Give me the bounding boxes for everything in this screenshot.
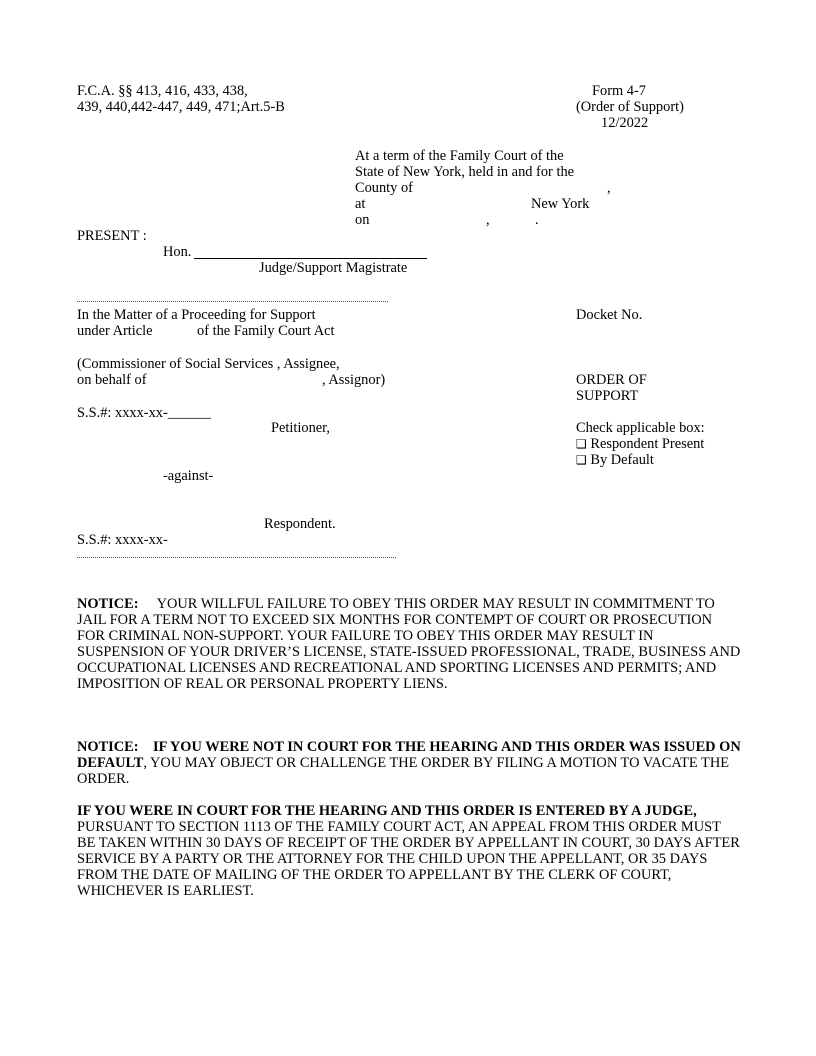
- statute-citation-line2: 439, 440,442-447, 449, 471;Art.5-B: [77, 99, 285, 115]
- court-term-line2: State of New York, held in and for the: [355, 164, 575, 180]
- on-label: on: [355, 212, 370, 228]
- matter-line1: In the Matter of a Proceeding for Support: [77, 307, 316, 323]
- notice-appeal-text: PURSUANT TO SECTION 1113 OF THE FAMILY COURT ACT, AN APPEAL FROM THIS ORDER MUST BE TAKEN WITHIN 30 DAYS OF RECEIPT OF THE ORDER BY APPELLANT IN COURT, 30 DAYS AFTER SERVICE BY A PARTY OR THE ATTORNEY FOR THE CHILD UPON THE APPELLANT, OR 35 DAYS FROM THE DATE OF MAILING OF THE ORDER TO APPELLANT BY THE CLERK OF COURT, WHICHEVER IS EARLIEST.: [77, 819, 740, 899]
- checkbox-heading: Check applicable box:: [576, 420, 705, 436]
- matter-act: of the Family Court Act: [197, 323, 335, 339]
- assignor-label: , Assignor): [322, 372, 386, 388]
- county-comma: ,: [607, 180, 611, 196]
- respondent-ssn: S.S.#: xxxx-xx-: [77, 532, 168, 548]
- notice-appeal: [77, 803, 742, 899]
- present-label: PRESENT :: [77, 228, 147, 244]
- order-title-line1: ORDER OF: [576, 372, 647, 388]
- form-date: 12/2022: [601, 115, 649, 131]
- petitioner-ssn: S.S.#: xxxx-xx-______: [77, 405, 211, 421]
- court-term-line1: At a term of the Family Court of the: [355, 148, 564, 164]
- notice-default-text: , YOU MAY OBJECT OR CHALLENGE THE ORDER BY FILING A MOTION TO VACATE THE ORDER.: [77, 755, 730, 787]
- caption-divider-top: [77, 301, 388, 302]
- caption-divider-bottom: [77, 557, 396, 558]
- checkbox-icon[interactable]: ❑: [576, 437, 587, 451]
- on-date-period: .: [535, 212, 539, 228]
- statute-citation-line1: F.C.A. §§ 413, 416, 433, 438,: [77, 83, 248, 99]
- checkbox-by-default[interactable]: [576, 452, 654, 468]
- docket-label: Docket No.: [576, 307, 643, 323]
- respondent-label: Respondent.: [264, 516, 336, 532]
- form-title: (Order of Support): [576, 99, 684, 115]
- checkbox-respondent-present-label: Respondent Present: [590, 436, 705, 452]
- county-label: County of: [355, 180, 413, 196]
- judge-name-field[interactable]: [194, 244, 427, 259]
- on-behalf-label: on behalf of: [77, 372, 147, 388]
- notice-default: [77, 739, 742, 787]
- notice-label: NOTICE:: [77, 596, 139, 612]
- commissioner-line: (Commissioner of Social Services , Assignee,: [77, 356, 340, 372]
- checkbox-icon[interactable]: ❑: [576, 453, 587, 467]
- notice-default-bold-text: IF YOU WERE NOT IN COURT FOR THE HEARING AND THIS ORDER WAS ISSUED ON DEFAULT: [77, 739, 741, 771]
- at-label: at: [355, 196, 366, 212]
- notice-willful-failure-text: YOUR WILLFUL FAILURE TO OBEY THIS ORDER MAY RESULT IN COMMITMENT TO JAIL FOR A TERM NOT TO EXCEED SIX MONTHS FOR CONTEMPT OF COURT OR PROSECUTION FOR CRIMINAL NON-SUPPORT. YOUR FAILURE TO OBEY THIS ORDER MAY RESULT IN SUSPENSION OF YOUR DRIVER’S LICENSE, STATE-ISSUED PROFESSIONAL, TRADE, BUSINESS AND OCCUPATIONAL LICENSES AND RECREATIONAL AND SPORTING LICENSES AND PERMITS; AND IMPOSITION OF REAL OR PERSONAL PROPERTY LIENS.: [77, 596, 741, 692]
- order-title-line2: SUPPORT: [576, 388, 639, 404]
- checkbox-respondent-present[interactable]: [576, 436, 704, 452]
- notice-label: NOTICE:: [77, 739, 139, 755]
- form-number: Form 4-7: [592, 83, 646, 99]
- notice-appeal-bold-text: IF YOU WERE IN COURT FOR THE HEARING AND THIS ORDER IS ENTERED BY A JUDGE,: [77, 803, 697, 819]
- judge-title: Judge/Support Magistrate: [259, 260, 408, 276]
- hon-label: Hon.: [163, 244, 192, 260]
- notice-willful-failure: [77, 596, 742, 692]
- against-label: -against-: [163, 468, 214, 484]
- court-state: New York: [531, 196, 590, 212]
- checkbox-by-default-label: By Default: [590, 452, 654, 468]
- petitioner-label: Petitioner,: [271, 420, 330, 436]
- on-date-comma: ,: [486, 212, 490, 228]
- matter-under-article: under Article: [77, 323, 153, 339]
